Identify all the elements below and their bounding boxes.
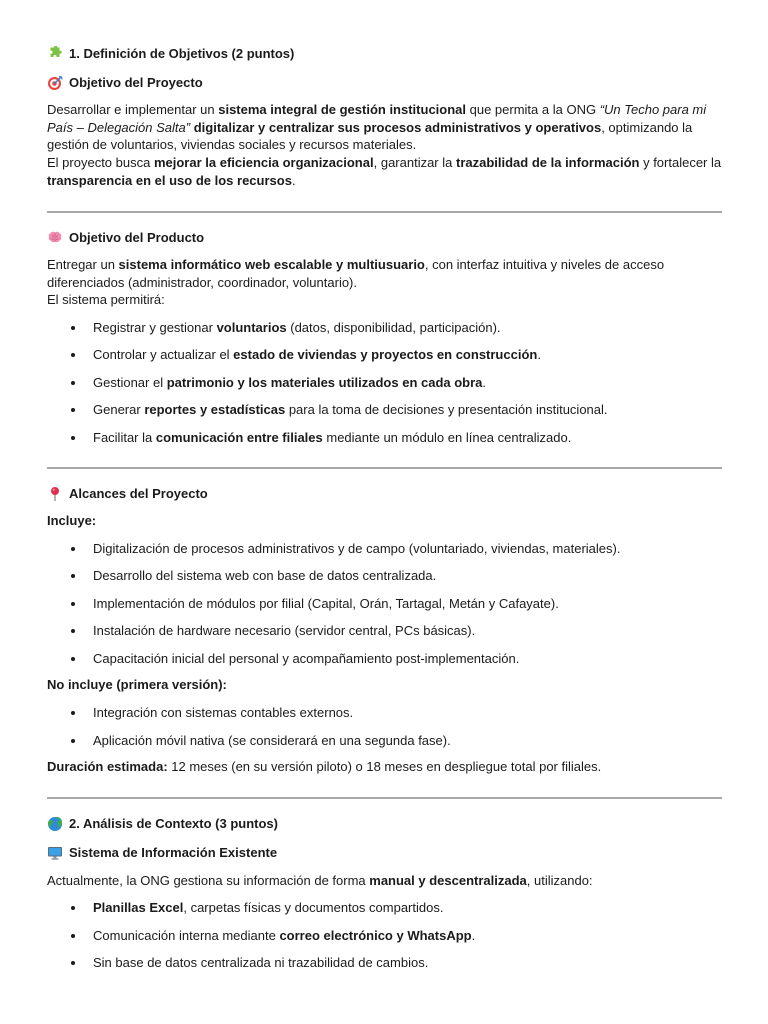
list-item: Capacitación inicial del personal y acompañamiento post-implementación.: [47, 650, 722, 667]
duracion-estimada: Duración estimada: 12 meses (en su versión piloto) o 18 meses en despliegue total por filiales.: [47, 759, 602, 774]
objetivo-proyecto-paragraph-1: Desarrollar e implementar un sistema integral de gestión institucional que permita a la ONG “Un Techo para mi País – Delegación Salta” digitalizar y centralizar sus procesos administrativos y operativos, optimizando la gestión de voluntarios, viviendas sociales y recursos materiales.: [47, 102, 707, 152]
italic-text: “Un Techo para mi País – Delegación Salta”: [47, 102, 707, 135]
target-icon: [47, 75, 63, 91]
bold-text: patrimonio y los materiales utilizados en cada obra: [166, 375, 483, 390]
bold-text: digitalizar y centralizar sus procesos administrativos y operativos: [193, 119, 602, 135]
section-1-title: 1. Definición de Objetivos (2 puntos): [69, 46, 295, 61]
alcances-heading: [47, 485, 722, 502]
sistema-existente-heading: [47, 844, 722, 861]
objetivo-proyecto-title: Objetivo del Proyecto: [69, 75, 203, 90]
list-item: Integración con sistemas contables externos.: [47, 704, 722, 721]
bold-text: manual y descentralizada: [369, 873, 527, 888]
section-1-heading: [47, 45, 722, 62]
computer-icon: [47, 845, 63, 861]
bold-text: reportes y estadísticas: [144, 402, 286, 417]
section-divider: [47, 797, 722, 799]
bold-text: mejorar la eficiencia organizacional: [153, 155, 374, 170]
puzzle-icon: [47, 46, 63, 62]
bold-text: voluntarios: [216, 320, 287, 335]
objetivo-proyecto-heading: [47, 74, 722, 91]
section-divider: [47, 211, 722, 213]
bold-text: comunicación entre filiales: [155, 430, 323, 445]
objetivo-producto-heading: [47, 229, 722, 246]
sistema-existente-title: Sistema de Información Existente: [69, 845, 278, 860]
globe-icon: [47, 816, 63, 832]
list-item: Implementación de módulos por filial (Capital, Orán, Tartagal, Metán y Cafayate).: [47, 595, 722, 612]
list-item: Desarrollo del sistema web con base de datos centralizada.: [47, 567, 722, 584]
list-item: Aplicación móvil nativa (se considerará en una segunda fase).: [47, 732, 722, 749]
bold-text: trazabilidad de la información: [455, 155, 640, 170]
list-item: Sin base de datos centralizada ni trazabilidad de cambios.: [47, 954, 722, 971]
list-item: Instalación de hardware necesario (servidor central, PCs básicas).: [47, 622, 722, 639]
no-incluye-label: No incluye (primera versión):: [47, 677, 227, 692]
section-2-title: 2. Análisis de Contexto (3 puntos): [69, 816, 278, 831]
section-2-heading: [47, 815, 722, 832]
list-item: Controlar y actualizar el estado de viviendas y proyectos en construcción.: [47, 346, 722, 363]
pushpin-icon: [47, 486, 63, 502]
objetivo-proyecto-paragraph-2: El proyecto busca mejorar la eficiencia organizacional, garantizar la trazabilidad de la información y fortalecer la transparencia en el uso de los recursos.: [47, 155, 722, 188]
bold-text: Planillas Excel: [93, 900, 184, 915]
list-item: Facilitar la comunicación entre filiales mediante un módulo en línea centralizado.: [47, 429, 722, 446]
bold-text: sistema integral de gestión institucional: [218, 102, 467, 117]
list-item: Generar reportes y estadísticas para la toma de decisiones y presentación institucional.: [47, 401, 722, 418]
list-item: Digitalización de procesos administrativos y de campo (voluntariado, viviendas, materiales).: [47, 540, 722, 557]
bold-text: estado de viviendas y proyectos en construcción: [233, 347, 538, 362]
list-item: Gestionar el patrimonio y los materiales utilizados en cada obra.: [47, 374, 722, 391]
objetivo-producto-paragraph: Entregar un sistema informático web escalable y multiusuario, con interfaz intuitiva y niveles de acceso diferenciados (administrador, coordinador, voluntario).: [47, 257, 665, 290]
list-item: Registrar y gestionar voluntarios (datos, disponibilidad, participación).: [47, 319, 722, 336]
bold-text: transparencia en el uso de los recursos: [47, 172, 292, 188]
list-item: Planillas Excel, carpetas físicas y documentos compartidos.: [47, 899, 722, 916]
objetivo-producto-title: Objetivo del Producto: [69, 230, 205, 245]
bold-text: correo electrónico y WhatsApp: [279, 928, 472, 943]
bold-text: Duración estimada:: [47, 759, 168, 774]
list-item: Comunicación interna mediante correo electrónico y WhatsApp.: [47, 927, 722, 944]
section-divider: [47, 467, 722, 469]
brain-icon: [47, 230, 63, 246]
sistema-existente-paragraph: Actualmente, la ONG gestiona su información de forma manual y descentralizada, utilizando:: [47, 873, 593, 888]
incluye-label: Incluye:: [47, 513, 97, 528]
bold-text: sistema informático web escalable y multiusuario: [118, 257, 425, 272]
alcances-title: Alcances del Proyecto: [69, 486, 208, 501]
sistema-permitira-text: El sistema permitirá:: [47, 292, 165, 307]
